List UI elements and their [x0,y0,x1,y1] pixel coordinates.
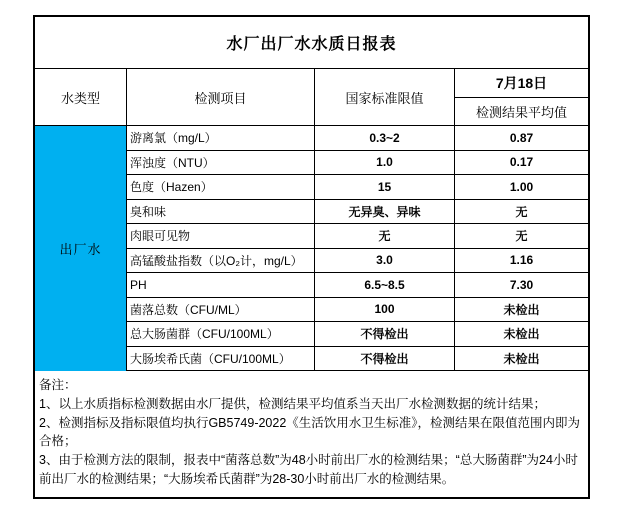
water-type-cell: 出厂水 [35,126,127,371]
note-line-3: 3、由于检测方法的限制，报表中“菌落总数”为48小时前出厂水的检测结果；“总大肠菌群”为24小时前出厂水的检测结果；“大肠埃希氏菌群”为28-30小时前出厂水的检测结果。 [39,453,578,486]
water-quality-report-table [33,15,590,499]
limit-cell: 不得检出 [315,322,455,346]
result-cell: 无 [515,229,528,244]
limit-cell: 6.5~8.5 [315,273,455,297]
item-cell: 高锰酸盐指数（以O₂计，mg/L） [127,249,315,273]
item-cell: 大肠埃希氏菌（CFU/100ML） [127,347,315,371]
notes-label: 备注： [39,378,77,392]
table-row [127,347,588,372]
header-date-column [455,69,588,125]
table-row [127,126,588,151]
item-cell: 色度（Hazen） [127,175,315,199]
header-result-average: 检测结果平均值 [475,105,567,120]
result-cell: 无 [515,204,528,219]
result-cell: 7.30 [509,277,534,292]
result-cell: 未检出 [503,351,540,366]
table-row [127,151,588,176]
limit-cell: 100 [315,298,455,322]
table-row [127,249,588,274]
limit-cell: 无异臭、异味 [315,200,455,224]
note-line-2: 2、检测指标及指标限值均执行GB5749-2022《生活饮用水卫生标准》，检测结果在限值范围内即为合格； [39,415,581,449]
table-body [35,126,588,371]
table-row [127,224,588,249]
item-cell: 菌落总数（CFU/ML） [127,298,315,322]
note-line-1: 1、以上水质指标检测数据由水厂提供，检测结果平均值系当天出厂水检测数据的统计结果； [39,396,546,411]
table-header-row [35,69,588,126]
result-cell: 1.00 [509,179,534,194]
table-row [127,175,588,200]
table-row [127,200,588,225]
limit-cell: 1.0 [315,151,455,175]
table-row [127,322,588,347]
item-cell: 总大肠菌群（CFU/100ML） [127,322,315,346]
item-cell: PH [127,273,315,297]
limit-cell: 15 [315,175,455,199]
result-cell: 0.17 [509,155,534,170]
header-national-limit: 国家标准限值 [315,69,455,125]
item-cell: 浑浊度（NTU） [127,151,315,175]
data-rows [127,126,588,371]
item-cell: 游离氯（mg/L） [127,126,315,150]
limit-cell: 3.0 [315,249,455,273]
header-date: 7月18日 [455,69,588,98]
table-row [127,273,588,298]
limit-cell: 无 [315,224,455,248]
table-row [127,298,588,323]
limit-cell: 不得检出 [315,347,455,371]
header-water-type: 水类型 [35,69,127,125]
header-test-item: 检测项目 [127,69,315,125]
limit-cell: 0.3~2 [315,126,455,150]
result-cell: 未检出 [503,302,540,317]
notes-section [35,371,588,497]
result-cell: 未检出 [503,327,540,342]
result-cell: 0.87 [509,130,534,145]
report-title: 水厂出厂水水质日报表 [35,17,588,69]
result-cell: 1.16 [509,253,534,268]
item-cell: 肉眼可见物 [127,224,315,248]
item-cell: 臭和味 [127,200,315,224]
